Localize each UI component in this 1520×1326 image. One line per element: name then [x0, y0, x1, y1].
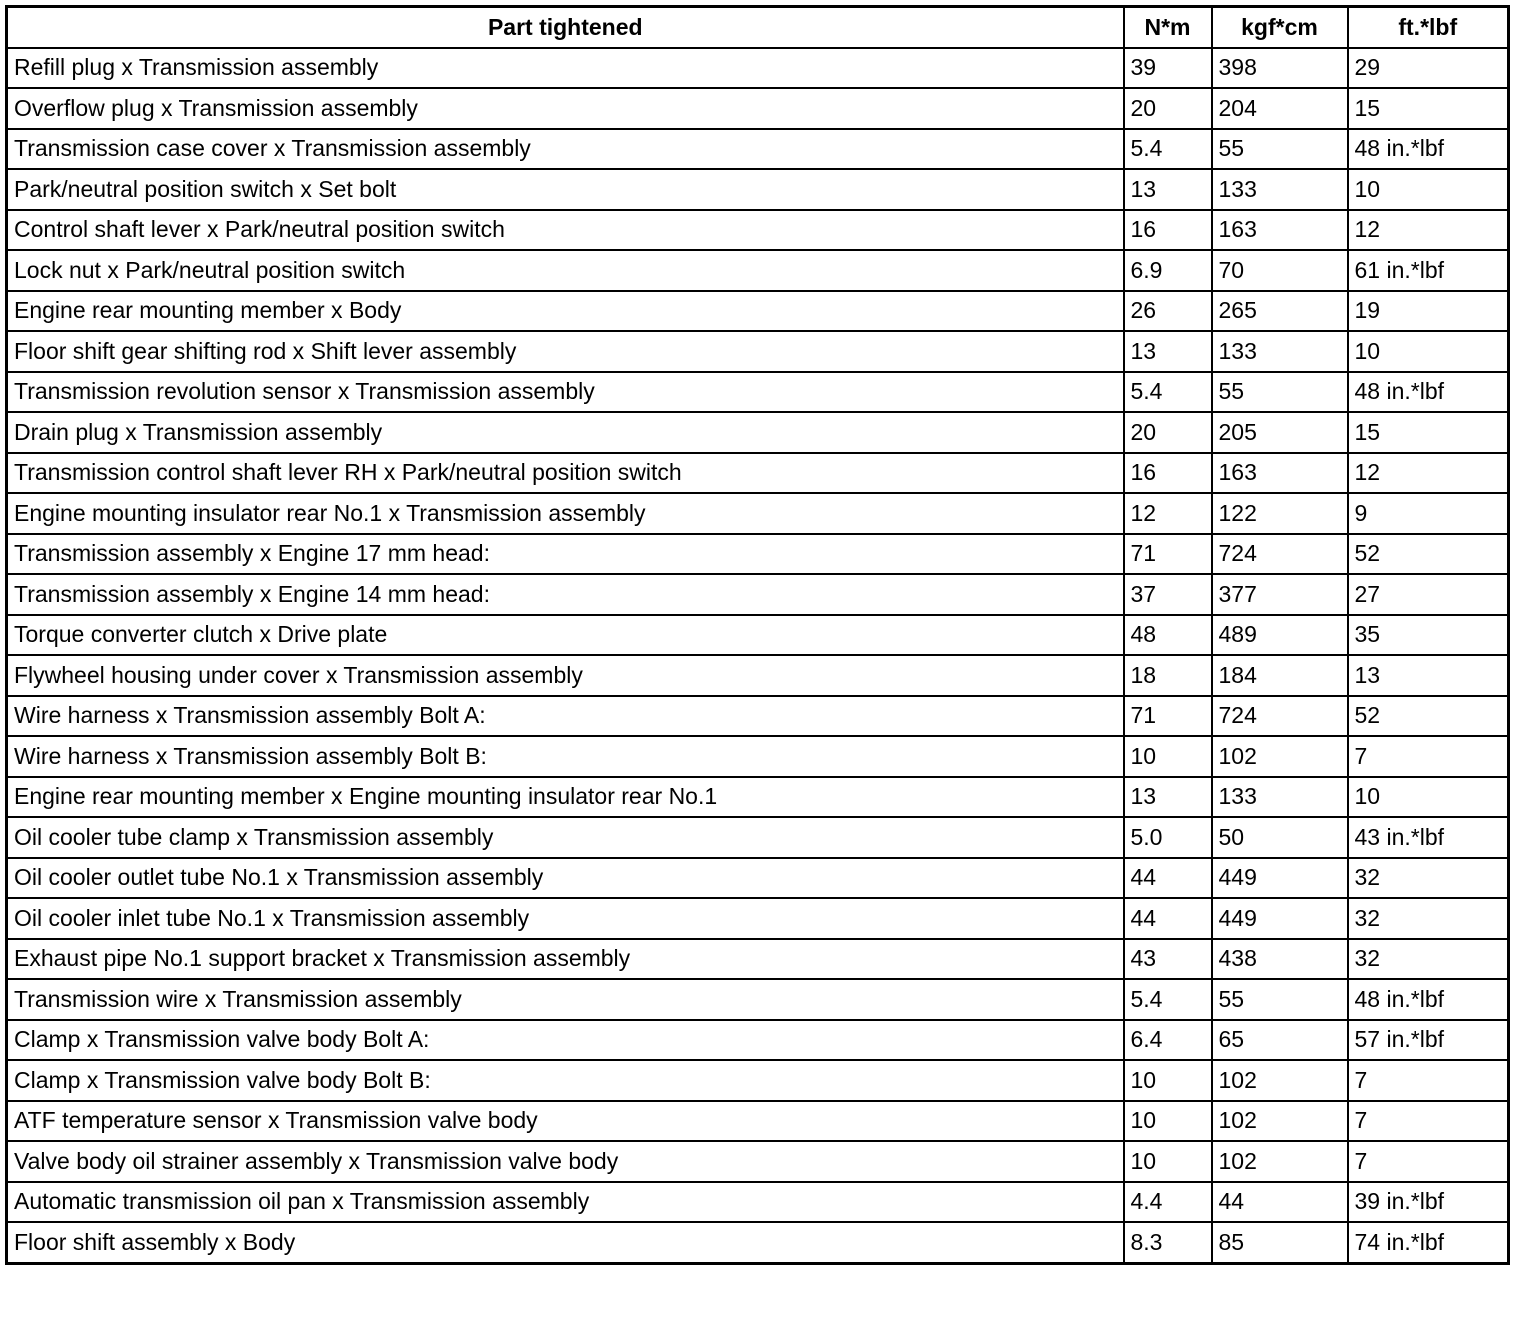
part-cell: Valve body oil strainer assembly x Transmission valve body: [7, 1141, 1124, 1182]
header-kgf-cm: kgf*cm: [1212, 7, 1348, 48]
kgf-cm-cell: 449: [1212, 858, 1348, 899]
kgf-cm-cell: 70: [1212, 250, 1348, 291]
table-row: [7, 858, 1509, 899]
torque-spec-table: [5, 5, 1510, 1265]
table-row: [7, 979, 1509, 1020]
table-row: [7, 898, 1509, 939]
part-cell: Flywheel housing under cover x Transmission assembly: [7, 655, 1124, 696]
table-row: [7, 331, 1509, 372]
nm-cell: 43: [1124, 939, 1212, 980]
table-row: [7, 169, 1509, 210]
kgf-cm-cell: 102: [1212, 736, 1348, 777]
table-row: [7, 250, 1509, 291]
ft-lbf-cell: 32: [1348, 898, 1509, 939]
kgf-cm-cell: 122: [1212, 493, 1348, 534]
nm-cell: 18: [1124, 655, 1212, 696]
table-row: [7, 493, 1509, 534]
kgf-cm-cell: 55: [1212, 372, 1348, 413]
nm-cell: 16: [1124, 453, 1212, 494]
part-cell: Oil cooler tube clamp x Transmission assembly: [7, 817, 1124, 858]
kgf-cm-cell: 44: [1212, 1182, 1348, 1223]
nm-cell: 71: [1124, 696, 1212, 737]
ft-lbf-cell: 12: [1348, 453, 1509, 494]
part-cell: Control shaft lever x Park/neutral position switch: [7, 210, 1124, 251]
ft-lbf-cell: 43 in.*lbf: [1348, 817, 1509, 858]
part-cell: Transmission revolution sensor x Transmission assembly: [7, 372, 1124, 413]
kgf-cm-cell: 438: [1212, 939, 1348, 980]
part-cell: Engine rear mounting member x Body: [7, 291, 1124, 332]
part-cell: Engine mounting insulator rear No.1 x Transmission assembly: [7, 493, 1124, 534]
table-row: [7, 291, 1509, 332]
kgf-cm-cell: 85: [1212, 1222, 1348, 1263]
kgf-cm-cell: 398: [1212, 48, 1348, 89]
kgf-cm-cell: 724: [1212, 696, 1348, 737]
table-row: [7, 655, 1509, 696]
table-row: [7, 88, 1509, 129]
table-row: [7, 1182, 1509, 1223]
nm-cell: 8.3: [1124, 1222, 1212, 1263]
kgf-cm-cell: 377: [1212, 574, 1348, 615]
nm-cell: 6.4: [1124, 1020, 1212, 1061]
ft-lbf-cell: 74 in.*lbf: [1348, 1222, 1509, 1263]
ft-lbf-cell: 15: [1348, 412, 1509, 453]
nm-cell: 26: [1124, 291, 1212, 332]
nm-cell: 20: [1124, 88, 1212, 129]
kgf-cm-cell: 55: [1212, 979, 1348, 1020]
ft-lbf-cell: 7: [1348, 1141, 1509, 1182]
kgf-cm-cell: 133: [1212, 169, 1348, 210]
ft-lbf-cell: 7: [1348, 736, 1509, 777]
table-row: [7, 615, 1509, 656]
kgf-cm-cell: 184: [1212, 655, 1348, 696]
table-row: [7, 453, 1509, 494]
nm-cell: 5.0: [1124, 817, 1212, 858]
nm-cell: 48: [1124, 615, 1212, 656]
ft-lbf-cell: 48 in.*lbf: [1348, 372, 1509, 413]
kgf-cm-cell: 265: [1212, 291, 1348, 332]
part-cell: Exhaust pipe No.1 support bracket x Transmission assembly: [7, 939, 1124, 980]
table-row: [7, 210, 1509, 251]
part-cell: Automatic transmission oil pan x Transmission assembly: [7, 1182, 1124, 1223]
kgf-cm-cell: 133: [1212, 777, 1348, 818]
kgf-cm-cell: 50: [1212, 817, 1348, 858]
ft-lbf-cell: 13: [1348, 655, 1509, 696]
part-cell: Transmission case cover x Transmission assembly: [7, 129, 1124, 170]
ft-lbf-cell: 10: [1348, 169, 1509, 210]
nm-cell: 16: [1124, 210, 1212, 251]
part-cell: Transmission assembly x Engine 14 mm head:: [7, 574, 1124, 615]
table-row: [7, 1101, 1509, 1142]
ft-lbf-cell: 39 in.*lbf: [1348, 1182, 1509, 1223]
kgf-cm-cell: 102: [1212, 1141, 1348, 1182]
part-cell: Drain plug x Transmission assembly: [7, 412, 1124, 453]
ft-lbf-cell: 7: [1348, 1060, 1509, 1101]
nm-cell: 44: [1124, 898, 1212, 939]
table-row: [7, 574, 1509, 615]
nm-cell: 12: [1124, 493, 1212, 534]
table-row: [7, 48, 1509, 89]
nm-cell: 20: [1124, 412, 1212, 453]
table-row: [7, 1060, 1509, 1101]
ft-lbf-cell: 48 in.*lbf: [1348, 129, 1509, 170]
table-row: [7, 817, 1509, 858]
table-row: [7, 939, 1509, 980]
part-cell: Lock nut x Park/neutral position switch: [7, 250, 1124, 291]
nm-cell: 10: [1124, 736, 1212, 777]
table-header-row: [7, 7, 1509, 48]
nm-cell: 4.4: [1124, 1182, 1212, 1223]
kgf-cm-cell: 163: [1212, 210, 1348, 251]
part-cell: Wire harness x Transmission assembly Bolt B:: [7, 736, 1124, 777]
header-ft-lbf: ft.*lbf: [1348, 7, 1509, 48]
table-row: [7, 696, 1509, 737]
part-cell: Oil cooler outlet tube No.1 x Transmission assembly: [7, 858, 1124, 899]
nm-cell: 13: [1124, 169, 1212, 210]
ft-lbf-cell: 32: [1348, 858, 1509, 899]
ft-lbf-cell: 15: [1348, 88, 1509, 129]
part-cell: Oil cooler inlet tube No.1 x Transmission assembly: [7, 898, 1124, 939]
part-cell: Floor shift gear shifting rod x Shift lever assembly: [7, 331, 1124, 372]
part-cell: Transmission control shaft lever RH x Park/neutral position switch: [7, 453, 1124, 494]
kgf-cm-cell: 205: [1212, 412, 1348, 453]
part-cell: Floor shift assembly x Body: [7, 1222, 1124, 1263]
ft-lbf-cell: 32: [1348, 939, 1509, 980]
kgf-cm-cell: 724: [1212, 534, 1348, 575]
table-row: [7, 1222, 1509, 1263]
ft-lbf-cell: 10: [1348, 331, 1509, 372]
kgf-cm-cell: 133: [1212, 331, 1348, 372]
table-row: [7, 1020, 1509, 1061]
kgf-cm-cell: 449: [1212, 898, 1348, 939]
table-row: [7, 777, 1509, 818]
part-cell: Clamp x Transmission valve body Bolt A:: [7, 1020, 1124, 1061]
nm-cell: 5.4: [1124, 129, 1212, 170]
part-cell: ATF temperature sensor x Transmission valve body: [7, 1101, 1124, 1142]
ft-lbf-cell: 52: [1348, 696, 1509, 737]
part-cell: Engine rear mounting member x Engine mounting insulator rear No.1: [7, 777, 1124, 818]
nm-cell: 6.9: [1124, 250, 1212, 291]
nm-cell: 10: [1124, 1101, 1212, 1142]
part-cell: Refill plug x Transmission assembly: [7, 48, 1124, 89]
nm-cell: 13: [1124, 777, 1212, 818]
kgf-cm-cell: 163: [1212, 453, 1348, 494]
nm-cell: 37: [1124, 574, 1212, 615]
kgf-cm-cell: 55: [1212, 129, 1348, 170]
part-cell: Clamp x Transmission valve body Bolt B:: [7, 1060, 1124, 1101]
ft-lbf-cell: 7: [1348, 1101, 1509, 1142]
nm-cell: 5.4: [1124, 979, 1212, 1020]
ft-lbf-cell: 27: [1348, 574, 1509, 615]
ft-lbf-cell: 9: [1348, 493, 1509, 534]
header-part-tightened: Part tightened: [7, 7, 1124, 48]
table-row: [7, 129, 1509, 170]
table-row: [7, 1141, 1509, 1182]
ft-lbf-cell: 10: [1348, 777, 1509, 818]
part-cell: Torque converter clutch x Drive plate: [7, 615, 1124, 656]
nm-cell: 10: [1124, 1060, 1212, 1101]
table-row: [7, 736, 1509, 777]
part-cell: Wire harness x Transmission assembly Bolt A:: [7, 696, 1124, 737]
part-cell: Park/neutral position switch x Set bolt: [7, 169, 1124, 210]
ft-lbf-cell: 12: [1348, 210, 1509, 251]
table-row: [7, 534, 1509, 575]
kgf-cm-cell: 204: [1212, 88, 1348, 129]
ft-lbf-cell: 29: [1348, 48, 1509, 89]
kgf-cm-cell: 65: [1212, 1020, 1348, 1061]
part-cell: Transmission assembly x Engine 17 mm head:: [7, 534, 1124, 575]
ft-lbf-cell: 52: [1348, 534, 1509, 575]
nm-cell: 44: [1124, 858, 1212, 899]
ft-lbf-cell: 19: [1348, 291, 1509, 332]
ft-lbf-cell: 61 in.*lbf: [1348, 250, 1509, 291]
nm-cell: 39: [1124, 48, 1212, 89]
part-cell: Overflow plug x Transmission assembly: [7, 88, 1124, 129]
kgf-cm-cell: 102: [1212, 1060, 1348, 1101]
table-row: [7, 412, 1509, 453]
nm-cell: 71: [1124, 534, 1212, 575]
nm-cell: 13: [1124, 331, 1212, 372]
ft-lbf-cell: 35: [1348, 615, 1509, 656]
ft-lbf-cell: 48 in.*lbf: [1348, 979, 1509, 1020]
ft-lbf-cell: 57 in.*lbf: [1348, 1020, 1509, 1061]
table-row: [7, 372, 1509, 413]
nm-cell: 10: [1124, 1141, 1212, 1182]
kgf-cm-cell: 489: [1212, 615, 1348, 656]
nm-cell: 5.4: [1124, 372, 1212, 413]
table-body: [7, 48, 1509, 1264]
kgf-cm-cell: 102: [1212, 1101, 1348, 1142]
part-cell: Transmission wire x Transmission assembly: [7, 979, 1124, 1020]
header-nm: N*m: [1124, 7, 1212, 48]
